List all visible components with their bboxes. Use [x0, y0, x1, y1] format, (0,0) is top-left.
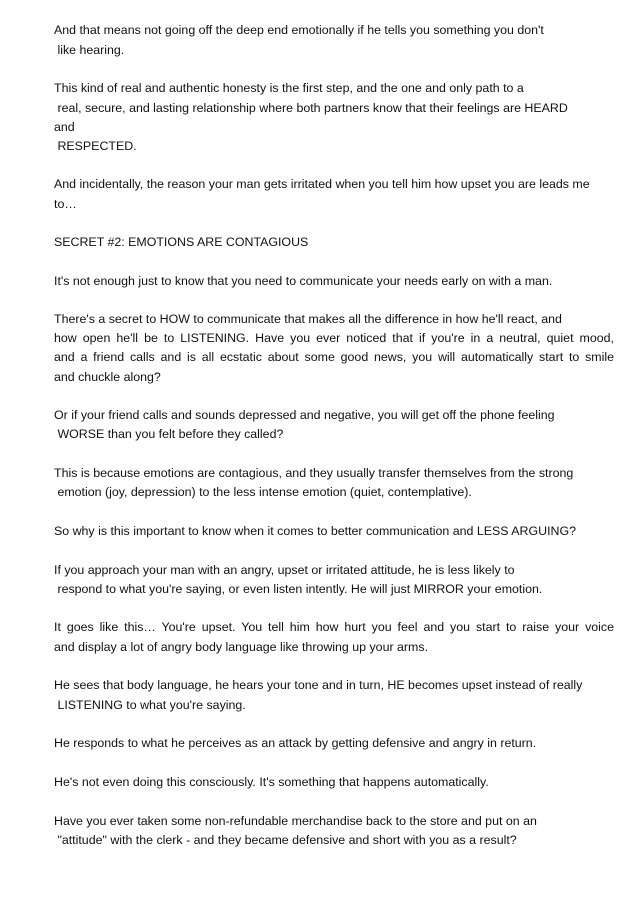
- text-line: RESPECTED.: [54, 139, 137, 153]
- text-line: He sees that body language, he hears your tone and in turn, HE becomes upset instead of really: [54, 678, 583, 692]
- text-line: This kind of real and authentic honesty is the first step, and the one and only path to a: [54, 81, 524, 95]
- text-line: WORSE than you felt before they called?: [54, 427, 284, 441]
- text-line: Have you ever taken some non-refundable merchandise back to the store and put on an: [54, 814, 537, 828]
- text-line: and a friend calls and is all ecstatic about some good news, you will automatically start to smile: [54, 350, 614, 364]
- section-heading: SECRET #2: EMOTIONS ARE CONTAGIOUS: [54, 235, 309, 249]
- text-line: and: [54, 120, 75, 134]
- text-line: This is because emotions are contagious, and they usually transfer themselves from the strong: [54, 466, 574, 480]
- text-line: real, secure, and lasting relationship where both partners know that their feelings are HEARD: [54, 101, 568, 115]
- text-line: And that means not going off the deep end emotionally if he tells you something you don't: [54, 23, 544, 37]
- text-line: "attitude" with the clerk - and they became defensive and short with you as a result?: [54, 833, 517, 847]
- text-line: respond to what you're saying, or even listen intently. He will just MIRROR your emotion.: [54, 582, 543, 596]
- text-line: There's a secret to HOW to communicate that makes all the difference in how he'll react, and: [54, 312, 562, 326]
- text-line: and chuckle along?: [54, 370, 161, 384]
- text-line: So why is this important to know when it comes to better communication and LESS ARGUING?: [54, 524, 577, 538]
- text-line: emotion (joy, depression) to the less intense emotion (quiet, contemplative).: [54, 485, 472, 499]
- text-line: how open he'll be to LISTENING. Have you ever noticed that if you're in a neutral, quiet mood,: [54, 331, 614, 345]
- text-line: to…: [54, 197, 77, 211]
- text-line: He responds to what he perceives as an attack by getting defensive and angry in return.: [54, 736, 537, 750]
- text-line: and display a lot of angry body language like throwing up your arms.: [54, 640, 429, 654]
- text-line: Or if your friend calls and sounds depressed and negative, you will get off the phone feeling: [54, 408, 555, 422]
- text-line: And incidentally, the reason your man gets irritated when you tell him how upset you are leads me: [54, 177, 590, 191]
- text-line: It goes like this… You're upset. You tell him how hurt you feel and you start to raise your voice: [54, 620, 614, 634]
- text-line: LISTENING to what you're saying.: [54, 698, 246, 712]
- text-line: He's not even doing this consciously. It's something that happens automatically.: [54, 775, 489, 789]
- text-line: like hearing.: [54, 43, 125, 57]
- text-line: It's not enough just to know that you need to communicate your needs early on with a man.: [54, 274, 553, 288]
- text-line: If you approach your man with an angry, upset or irritated attitude, he is less likely to: [54, 563, 515, 577]
